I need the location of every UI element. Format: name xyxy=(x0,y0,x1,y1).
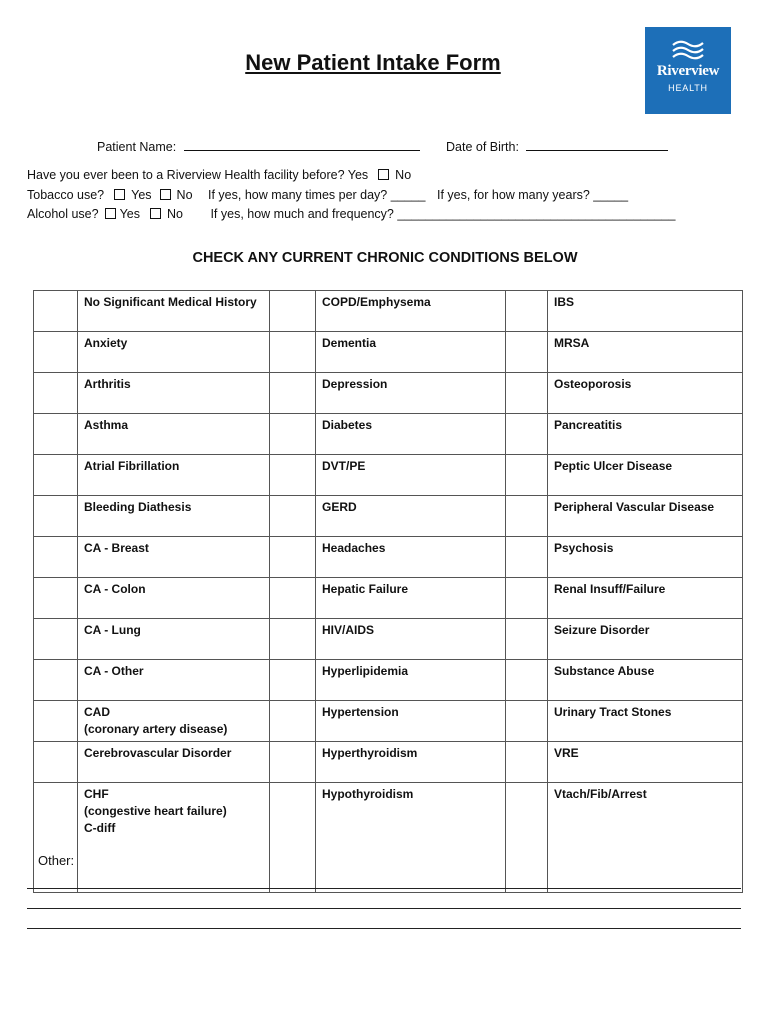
condition-label: C-diff xyxy=(84,821,116,835)
condition-row xyxy=(34,660,743,701)
condition-label-cell xyxy=(78,291,270,332)
condition-label: MRSA xyxy=(554,336,590,350)
section-heading: CHECK ANY CURRENT CHRONIC CONDITIONS BELOW xyxy=(192,250,578,266)
condition-label-cell xyxy=(548,291,743,332)
condition-label-cell xyxy=(548,783,743,893)
condition-label-cell xyxy=(316,496,506,537)
condition-checkbox[interactable] xyxy=(270,578,316,619)
condition-label-cell xyxy=(316,783,506,893)
condition-row xyxy=(34,373,743,414)
facility-question-row xyxy=(27,168,411,182)
condition-checkbox[interactable] xyxy=(270,373,316,414)
condition-checkbox[interactable] xyxy=(34,701,78,742)
condition-label: CA - Lung xyxy=(84,623,141,637)
condition-row xyxy=(34,783,743,893)
condition-row xyxy=(34,619,743,660)
tobacco-yes-label: Yes xyxy=(131,188,152,202)
condition-label-cell xyxy=(78,619,270,660)
condition-label-cell xyxy=(78,701,270,742)
condition-checkbox[interactable] xyxy=(506,783,548,893)
condition-label-cell xyxy=(78,742,270,783)
condition-row xyxy=(34,701,743,742)
condition-label-cell xyxy=(316,373,506,414)
condition-label-cell xyxy=(548,455,743,496)
other-line-1[interactable] xyxy=(27,888,741,889)
other-line-2[interactable] xyxy=(27,908,741,909)
tobacco-years-prompt[interactable]: If yes, for how many years? _____ xyxy=(436,188,629,202)
condition-label: Hepatic Failure xyxy=(322,582,409,596)
condition-label-cell xyxy=(548,701,743,742)
condition-label: Substance Abuse xyxy=(554,664,655,678)
condition-checkbox[interactable] xyxy=(270,496,316,537)
condition-label: CA - Colon xyxy=(84,582,146,596)
condition-checkbox[interactable] xyxy=(506,332,548,373)
condition-label-cell xyxy=(548,742,743,783)
condition-label-cell xyxy=(78,783,270,893)
condition-row xyxy=(34,332,743,373)
condition-label: GERD xyxy=(322,500,357,514)
condition-checkbox[interactable] xyxy=(270,742,316,783)
condition-label: Osteoporosis xyxy=(554,377,632,391)
condition-label: CAD xyxy=(84,705,110,719)
condition-label-cell xyxy=(316,660,506,701)
condition-label-cell xyxy=(78,373,270,414)
condition-checkbox[interactable] xyxy=(506,701,548,742)
condition-label: IBS xyxy=(554,295,575,309)
logo-subtext: HEALTH xyxy=(668,83,708,93)
condition-label: CA - Breast xyxy=(84,541,149,555)
facility-no-label: No xyxy=(395,168,412,182)
condition-label: Asthma xyxy=(84,418,129,432)
facility-yes-checkbox[interactable] xyxy=(378,169,389,180)
condition-label: VRE xyxy=(554,746,579,760)
patient-info-row xyxy=(97,138,420,154)
condition-checkbox[interactable] xyxy=(270,291,316,332)
condition-checkbox[interactable] xyxy=(34,742,78,783)
condition-checkbox[interactable] xyxy=(270,537,316,578)
condition-checkbox[interactable] xyxy=(34,455,78,496)
condition-row xyxy=(34,578,743,619)
patient-name-label: Patient Name: xyxy=(97,140,177,154)
alcohol-no-checkbox[interactable] xyxy=(150,208,161,219)
condition-label-cell xyxy=(316,619,506,660)
condition-label-cell xyxy=(78,455,270,496)
condition-checkbox[interactable] xyxy=(270,660,316,701)
condition-label: Pancreatitis xyxy=(554,418,623,432)
condition-row xyxy=(34,291,743,332)
condition-checkbox[interactable] xyxy=(270,414,316,455)
condition-label: CHF xyxy=(84,787,109,801)
condition-checkbox[interactable] xyxy=(34,537,78,578)
condition-row xyxy=(34,414,743,455)
tobacco-row xyxy=(27,188,628,202)
condition-label-cell xyxy=(78,578,270,619)
logo-wordmark: Riverview xyxy=(656,63,720,79)
condition-row xyxy=(34,455,743,496)
condition-label: Hyperthyroidism xyxy=(322,746,418,760)
condition-label: Psychosis xyxy=(554,541,614,555)
condition-checkbox[interactable] xyxy=(34,332,78,373)
condition-label-cell xyxy=(316,455,506,496)
condition-label-cell xyxy=(78,496,270,537)
condition-label: Arthritis xyxy=(84,377,131,391)
condition-label-cell xyxy=(78,332,270,373)
condition-row xyxy=(34,537,743,578)
condition-label: (coronary artery disease) xyxy=(84,722,228,736)
condition-label: HIV/AIDS xyxy=(322,623,375,637)
condition-label-cell xyxy=(78,660,270,701)
patient-name-field[interactable] xyxy=(184,138,420,151)
condition-checkbox[interactable] xyxy=(270,701,316,742)
condition-label-cell xyxy=(548,496,743,537)
tobacco-no-checkbox[interactable] xyxy=(160,189,171,200)
condition-checkbox[interactable] xyxy=(506,742,548,783)
condition-label: Urinary Tract Stones xyxy=(554,705,672,719)
condition-label: Peripheral Vascular Disease xyxy=(554,500,715,514)
condition-checkbox[interactable] xyxy=(506,414,548,455)
condition-checkbox[interactable] xyxy=(270,455,316,496)
page-title: New Patient Intake Form xyxy=(245,50,501,75)
condition-label: Bleeding Diathesis xyxy=(84,500,192,514)
tobacco-label: Tobacco use? xyxy=(27,188,105,202)
alcohol-yes-label: Yes xyxy=(119,207,140,221)
condition-label-cell xyxy=(548,660,743,701)
condition-checkbox[interactable] xyxy=(34,660,78,701)
condition-checkbox[interactable] xyxy=(270,783,316,893)
condition-checkbox[interactable] xyxy=(506,578,548,619)
condition-checkbox[interactable] xyxy=(270,332,316,373)
condition-label: Seizure Disorder xyxy=(554,623,650,637)
condition-label: Depression xyxy=(322,377,388,391)
condition-label: No Significant Medical History xyxy=(84,295,257,309)
alcohol-no-label: No xyxy=(166,207,183,221)
condition-label-cell xyxy=(548,619,743,660)
alcohol-frequency-prompt[interactable]: If yes, how much and frequency? ________________________________________ xyxy=(210,207,676,221)
condition-label: Diabetes xyxy=(322,418,373,432)
condition-checkbox[interactable] xyxy=(34,578,78,619)
condition-label-cell xyxy=(316,537,506,578)
condition-label: (congestive heart failure) xyxy=(84,804,227,818)
condition-row xyxy=(34,496,743,537)
condition-checkbox[interactable] xyxy=(34,619,78,660)
condition-label: Renal Insuff/Failure xyxy=(554,582,666,596)
condition-checkbox[interactable] xyxy=(34,373,78,414)
condition-checkbox[interactable] xyxy=(34,291,78,332)
condition-label-cell xyxy=(548,537,743,578)
condition-label-cell xyxy=(78,414,270,455)
condition-checkbox[interactable] xyxy=(270,619,316,660)
tobacco-yes-checkbox[interactable] xyxy=(114,189,125,200)
condition-label: Hypothyroidism xyxy=(322,787,414,801)
condition-checkbox[interactable] xyxy=(34,783,78,893)
condition-checkbox[interactable] xyxy=(506,496,548,537)
condition-label-cell xyxy=(548,332,743,373)
condition-label-cell xyxy=(316,742,506,783)
condition-checkbox[interactable] xyxy=(506,619,548,660)
condition-label: Hypertension xyxy=(322,705,399,719)
condition-label: Anxiety xyxy=(84,336,128,350)
dob-row xyxy=(446,138,668,154)
condition-label-cell xyxy=(316,414,506,455)
condition-checkbox[interactable] xyxy=(506,537,548,578)
condition-label-cell xyxy=(548,373,743,414)
condition-label: CA - Other xyxy=(84,664,144,678)
other-line-3[interactable] xyxy=(27,928,741,929)
condition-label: DVT/PE xyxy=(322,459,366,473)
condition-label: Peptic Ulcer Disease xyxy=(554,459,673,473)
condition-label: Headaches xyxy=(322,541,386,555)
condition-checkbox[interactable] xyxy=(34,496,78,537)
facility-question-label: Have you ever been to a Riverview Health facility before? Yes xyxy=(27,168,369,182)
condition-label-cell xyxy=(548,578,743,619)
condition-checkbox[interactable] xyxy=(506,455,548,496)
condition-label: Cerebrovascular Disorder xyxy=(84,746,232,760)
condition-checkbox[interactable] xyxy=(506,291,548,332)
condition-label: Hyperlipidemia xyxy=(322,664,409,678)
condition-checkbox[interactable] xyxy=(506,373,548,414)
condition-row xyxy=(34,742,743,783)
tobacco-times-prompt[interactable]: If yes, how many times per day? _____ xyxy=(208,188,426,202)
condition-label-cell xyxy=(78,537,270,578)
alcohol-row xyxy=(27,207,675,221)
other-label: Other: xyxy=(38,853,75,868)
condition-label: Atrial Fibrillation xyxy=(84,459,180,473)
condition-label-cell xyxy=(316,332,506,373)
conditions-table xyxy=(33,290,743,893)
condition-label: Dementia xyxy=(322,336,377,350)
condition-checkbox[interactable] xyxy=(34,414,78,455)
condition-label-cell xyxy=(316,291,506,332)
dob-label: Date of Birth: xyxy=(446,140,519,154)
alcohol-label: Alcohol use? xyxy=(27,207,99,221)
condition-label-cell xyxy=(548,414,743,455)
condition-label-cell xyxy=(316,701,506,742)
condition-checkbox[interactable] xyxy=(506,660,548,701)
condition-label: COPD/Emphysema xyxy=(322,295,431,309)
condition-label: Vtach/Fib/Arrest xyxy=(554,787,647,801)
tobacco-no-label: No xyxy=(176,188,193,202)
alcohol-yes-checkbox[interactable] xyxy=(105,208,116,219)
dob-field[interactable] xyxy=(526,138,668,151)
condition-label-cell xyxy=(316,578,506,619)
riverview-health-logo xyxy=(645,27,731,114)
wave-icon xyxy=(671,37,705,61)
